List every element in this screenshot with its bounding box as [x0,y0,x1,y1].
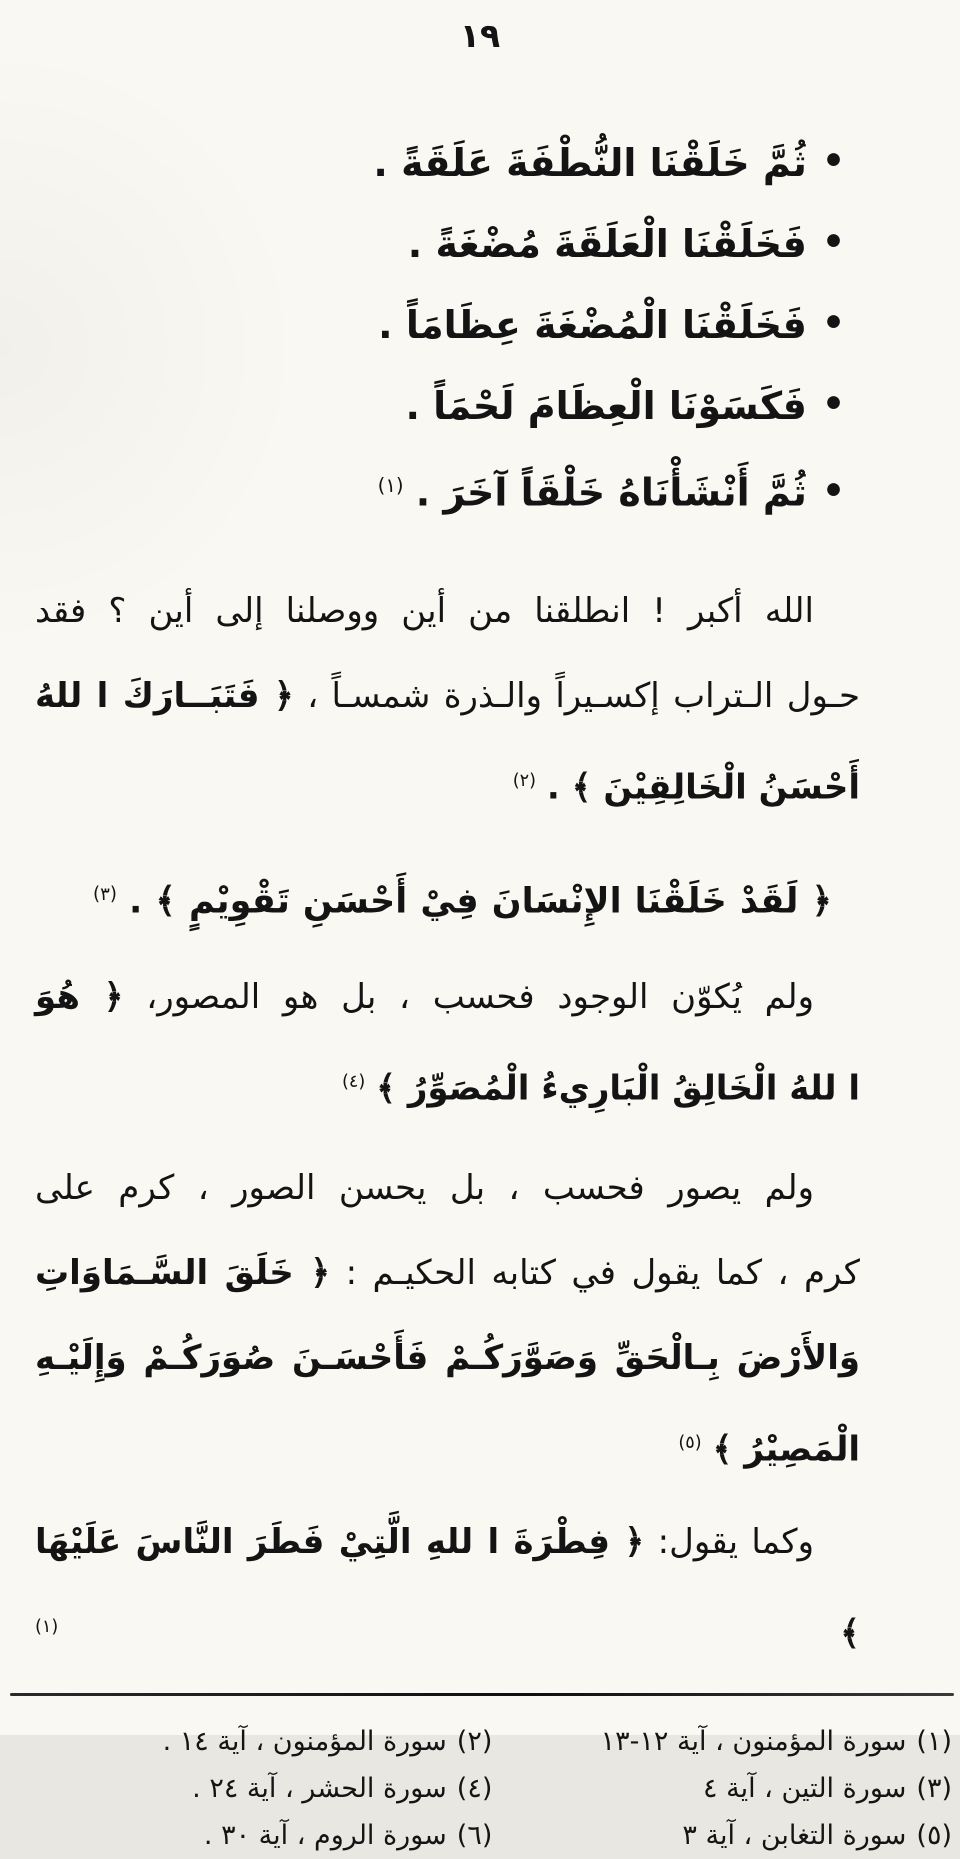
text-line [35,1500,860,1676]
footnote-ref: (٣) [93,883,117,905]
footnote-column-left [14,1718,492,1859]
body-text [35,569,860,1677]
footnote-ref: (١) [35,1617,59,1638]
footnote-number: (١) [916,1725,952,1757]
footnote-number: (٣) [916,1772,952,1804]
quran-text: ﴿ فَتَبَــارَكَ ا للهُ [35,675,294,716]
text-line [35,1401,860,1492]
paragraph-3 [35,1146,860,1492]
footnote-ref: (٥) [678,1432,702,1453]
footnote-ref: (١) [377,474,404,497]
footnote-ref: (٤) [341,1071,366,1092]
bullet-dot-icon: • [821,221,845,263]
footnote-number: (٥) [916,1819,952,1851]
verse-bullet-item [0,284,845,365]
quran-text: ا للهُ الْخَالِقُ الْبَارِيءُ الْمُصَوِّرُ ﴾ [376,1067,860,1108]
footnote-text: سورة الحشر ، آية ٢٤ . [192,1772,447,1804]
footnote-number: (٦) [456,1819,493,1851]
prose-text: وكما يقول: [644,1522,814,1563]
verse-text: ثُمَّ أَنْشَأْنَاهُ خَلْقَاً آخَرَ . [415,470,807,515]
footnote-text: سورة الروم ، آية ٣٠ . [203,1819,447,1851]
prose-text: كرم ، كما يقول في كتابه الحكيـم : [330,1252,860,1293]
verse-bullet-item [0,446,845,533]
page-number: ١٩ [459,16,501,55]
bullet-dot-icon: • [821,140,845,182]
footnote-item [492,1718,952,1765]
quran-text: ﴿ لَقَدْ خَلَقْنَا الإِنْسَانَ فِيْ أَحْسَنِ تَقْوِيْمٍ ﴾ . [129,881,832,922]
verse-text: فَكَسَوْنَا الْعِظَامَ لَحْمَاً . [405,384,807,428]
footnote-text: سورة المؤمنون ، آية ١٢-١٣ [600,1725,907,1757]
verse-bullet-item [0,365,845,446]
footnote-ref: (٢) [512,770,537,791]
footnote-number: (٢) [456,1725,493,1757]
prose-text: الله أكبر ! انطلقنا من أين ووصلنا إلى أين ؟ فقد [35,590,814,631]
footnote-item [492,1812,952,1859]
footnote-item [22,1812,492,1859]
text-line [35,1146,860,1231]
footnote-text: سورة التين ، آية ٤ [703,1772,907,1804]
footnotes-section [14,1718,952,1859]
paragraph-1 [35,569,860,830]
text-line [35,1231,860,1316]
verse-bullet-item [0,203,845,284]
footnote-text: سورة المؤمنون ، آية ١٤ . [162,1725,447,1757]
prose-text: ولم يصور فحسب ، بل يحسن الصور ، كرم على [35,1167,814,1208]
verse-text: فَخَلَقْنَا الْمُضْغَةَ عِظَامَاً . [378,303,807,347]
bullet-dot-icon: • [821,383,845,425]
verse-bullet-list [0,122,845,533]
footnote-divider [10,1693,954,1696]
bullet-dot-icon: • [821,302,845,344]
text-line [35,1316,860,1401]
text-line [35,654,860,739]
verse-bullet-item [0,122,845,203]
quran-text: وَالأَرْضَ بِـالْحَقِّ وَصَوَّرَكُـمْ فَأَحْسَـنَ صُوَرَكُـمْ وَإِلَيْـهِ [35,1337,860,1378]
quran-text: ﴿ هُوَ [35,976,124,1017]
quran-text: أَحْسَنُ الْخَالِقِيْنَ ﴾ . [546,766,860,807]
footnote-number: (٤) [456,1772,493,1804]
quran-text: ﴿ خَلَقَ السَّـمَاوَاتِ [35,1252,331,1293]
quran-text: ﴿ فِطْرَةَ ا للهِ الَّتِيْ فَطَرَ النَّاسَ عَلَيْهَا ﴾ [35,1522,860,1654]
footnote-item [22,1765,492,1812]
footnote-text: سورة التغابن ، آية ٣ [682,1819,907,1851]
paragraph-2 [35,955,860,1131]
prose-text: حـول الـتراب إكسـيراً والـذرة شمسـاً ، [293,675,860,716]
verse-text: فَخَلَقْنَا الْعَلَقَةَ مُضْغَةً . [407,222,807,266]
text-line [35,569,860,654]
footnote-column-right [492,1718,952,1859]
prose-text: ولم يُكوّن الوجود فحسب ، بل هو المصور، [123,976,815,1017]
quran-text: الْمَصِيْرُ ﴾ [712,1429,860,1470]
standalone-verse [93,852,832,945]
text-line [35,1040,860,1131]
bullet-dot-icon: • [821,469,845,512]
verse-text: ثُمَّ خَلَقْنَا النُّطْفَةَ عَلَقَةً . [373,141,807,185]
footnote-item [22,1718,492,1765]
text-line [35,955,860,1040]
paragraph-4 [35,1500,860,1676]
text-line [35,739,860,830]
footnote-item [492,1765,952,1812]
